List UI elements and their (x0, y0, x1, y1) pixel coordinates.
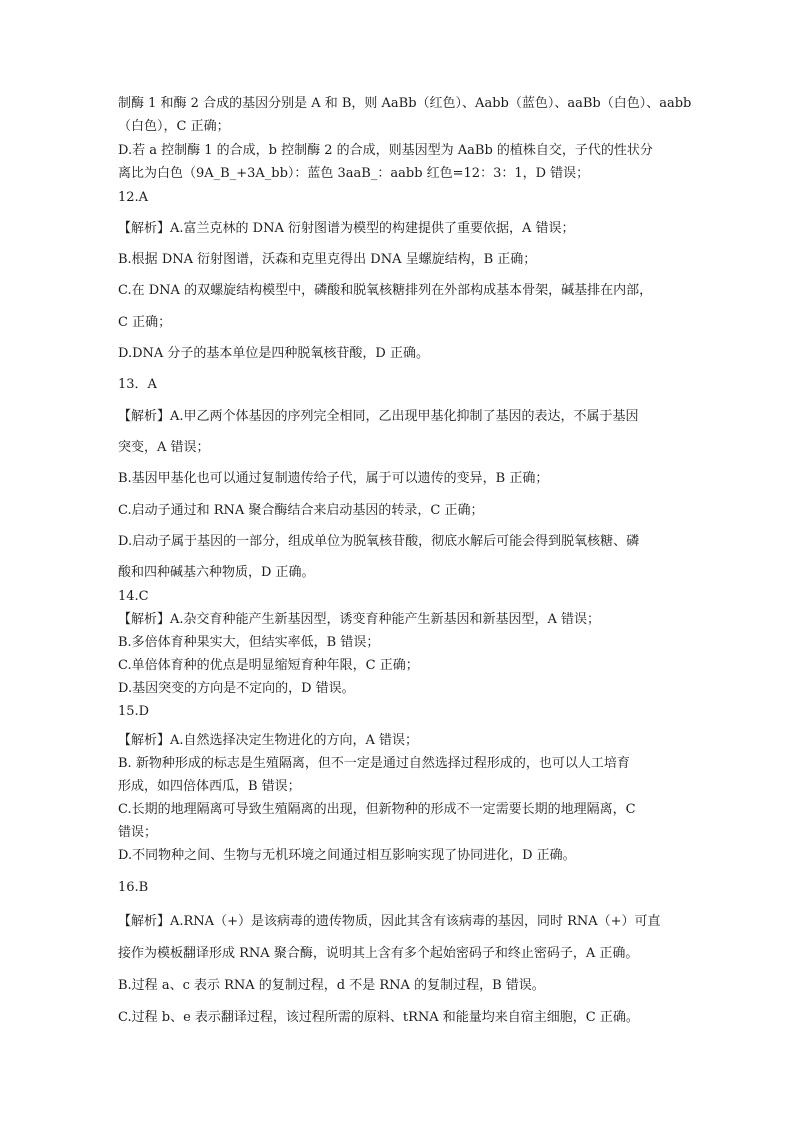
text-line: 制酶 1 和酶 2 合成的基因分别是 A 和 B，则 AaBb（红色）、Aabb（蓝色）、aaBb（白色）、aabb (118, 96, 692, 111)
text-line: D.启动子属于基因的一部分，组成单位为脱氧核苷酸，彻底水解后可能会得到脱氧核糖、磷 (118, 534, 640, 549)
question-number: 16.B (118, 880, 149, 895)
analysis-line: 【解析】A.自然选择决定生物进化的方向，A 错误； (118, 733, 419, 748)
text-line: C 正确； (118, 315, 172, 330)
text-line: C.启动子通过和 RNA 聚合酶结合来启动基因的转录，C 正确； (118, 503, 484, 518)
text-line: D.DNA 分子的基本单位是四种脱氧核苷酸，D 正确。 (118, 346, 429, 361)
text-line: 错误； (118, 825, 158, 840)
question-number: 12.A (118, 190, 149, 205)
text-line: 酸和四种碱基六种物质，D 正确。 (118, 565, 315, 580)
text-line: B.基因甲基化也可以通过复制遗传给子代，属于可以遗传的变异，B 正确； (118, 471, 549, 486)
text-line: C.过程 b、e 表示翻译过程，该过程所需的原料、tRNA 和能量均来自宿主细胞，C 正确。 (118, 1010, 639, 1025)
text-line: B. 新物种形成的标志是生殖隔离，但不一定是通过自然选择过程形成的，也可以人工培育 (118, 756, 630, 771)
question-number: 15.D (118, 704, 150, 719)
question-number: 14.C (118, 589, 149, 604)
text-line: 形成，如四倍体西瓜，B 错误； (118, 779, 301, 794)
text-line: D.不同物种之间、生物与无机环境之间通过相互影响实现了协同进化，D 正确。 (118, 848, 576, 863)
text-line: B.根据 DNA 衍射图谱，沃森和克里克得出 DNA 呈螺旋结构，B 正确； (118, 252, 537, 267)
analysis-line: 【解析】A.RNA（+）是该病毒的遗传物质，因此其含有该病毒的基因，同时 RNA（+）可直 (118, 914, 661, 929)
analysis-line: 【解析】A.富兰克林的 DNA 衍射图谱为模型的构建提供了重要依据，A 错误； (118, 221, 575, 236)
text-line: 接作为模板翻译形成 RNA 聚合酶，说明其上含有多个起始密码子和终止密码子，A 正确。 (118, 946, 639, 961)
text-line: D.若 a 控制酶 1 的合成，b 控制酶 2 的合成，则基因型为 AaBb 的植株自交，子代的性状分 (118, 143, 653, 158)
text-line: C.长期的地理隔离可导致生殖隔离的出现，但新物种的形成不一定需要长期的地理隔离，C (118, 802, 636, 817)
analysis-line: 【解析】A.甲乙两个体基因的序列完全相同，乙出现甲基化抑制了基因的表达，不属于基因 (118, 409, 639, 424)
text-line: 突变，A 错误； (118, 440, 210, 455)
text-line: C.单倍体育种的优点是明显缩短育种年限，C 正确； (118, 658, 419, 673)
text-line: （白色），C 正确； (118, 119, 230, 134)
text-line: C.在 DNA 的双螺旋结构模型中，磷酸和脱氧核糖排列在外部构成基本骨架，碱基排在内部， (118, 283, 653, 298)
text-line: B.多倍体育种果实大，但结实率低，B 错误； (118, 635, 380, 650)
text-line: 离比为白色（9A_B_+3A_bb）：蓝色 3aaB_：aabb 红色=12：3：1，D 错误； (118, 166, 590, 181)
text-line: D.基因突变的方向是不定向的，D 错误。 (118, 681, 355, 696)
analysis-line: 【解析】A.杂交育种能产生新基因型，诱变育种能产生新基因和新基因型，A 错误； (118, 612, 601, 627)
text-line: B.过程 a、c 表示 RNA 的复制过程，d 不是 RNA 的复制过程，B 错误。 (118, 978, 545, 993)
question-number: 13．A (118, 377, 157, 392)
